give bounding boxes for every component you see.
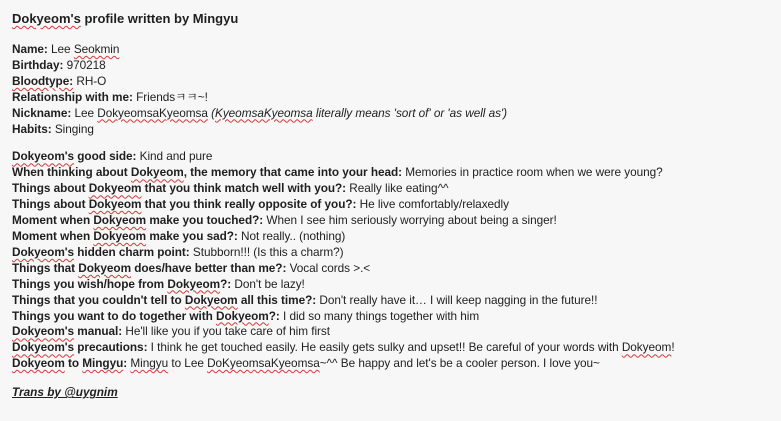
qa-key-post: make you touched?: xyxy=(146,213,264,228)
document-title xyxy=(12,10,771,27)
qa-key-name: Dokyeom xyxy=(78,260,132,275)
qa-key-name: Dokyeom's xyxy=(12,149,75,164)
qa-key-post: precautions: xyxy=(74,340,148,355)
qa-answer: Kind and pure xyxy=(136,149,213,164)
qa-answer-name: Dokyeom xyxy=(621,340,672,355)
qa-key-post: to xyxy=(64,356,83,371)
qa-key-name: Dokyeom's xyxy=(12,244,75,259)
bloodtype-value: RH-O xyxy=(76,73,107,88)
name-value-pre: Lee xyxy=(47,42,74,56)
nickname-note-open: ( xyxy=(207,105,215,120)
nickname-label: Nickname: xyxy=(12,105,72,120)
qa-answer: Not really.. (nothing) xyxy=(237,228,346,243)
nickname-note-term: KyeomsaKyeomsa xyxy=(215,105,313,120)
qa-key-name: Dokyeom xyxy=(93,228,147,243)
qa-row-to-mingyu xyxy=(12,356,771,372)
qa-key-name: Dokyeom xyxy=(130,165,184,180)
nickname-row xyxy=(12,106,771,122)
qa-row-opposite xyxy=(12,197,771,213)
qa-answer: When I see him seriously worrying about being a singer! xyxy=(263,213,557,228)
qa-key-name: Dokyeom xyxy=(93,213,147,228)
qa-row-wish xyxy=(12,277,771,293)
qa-key-pre: Things about xyxy=(12,181,89,196)
qa-answer: Really like eating^^ xyxy=(346,181,449,196)
qa-key-name: Dokyeom xyxy=(88,181,142,196)
qa-answer-name-2: DoKyeomsaKyeomsa xyxy=(207,356,320,371)
qa-answer-name: Mingyu xyxy=(130,356,169,371)
qa-answer: Stubborn!!! (Is this a charm?) xyxy=(189,244,344,259)
relationship-label: Relationship with me: xyxy=(12,89,133,104)
qa-key-name: Dokyeom xyxy=(184,292,238,307)
qa-key-name: Dokyeom xyxy=(12,356,65,371)
qa-key-post: that you think match well with you?: xyxy=(141,181,347,196)
qa-answer: Vocal cords >.< xyxy=(286,260,371,275)
nickname-value-pre: Lee xyxy=(71,105,98,120)
qa-answer: He'll like you if you take care of him first xyxy=(122,324,330,339)
qa-answer: ~^^ Be happy and let's be a cooler person. I love you~ xyxy=(319,356,600,371)
birthday-row xyxy=(12,58,771,74)
qa-answer-mid: to Lee xyxy=(168,356,208,371)
qa-answer: Don't be lazy! xyxy=(231,276,305,291)
name-row xyxy=(12,42,771,58)
birthday-label: Birthday: xyxy=(12,57,64,72)
qa-row-better xyxy=(12,261,771,277)
birthday-value: 970218 xyxy=(63,57,106,72)
qa-key-pre: Things you wish/hope from xyxy=(12,276,168,291)
translator-credit xyxy=(12,384,771,400)
qa-answer: Memories in practice room when we were young? xyxy=(402,165,663,180)
qa-row-touched xyxy=(12,213,771,229)
credit-pre: Trans by @ xyxy=(12,385,76,400)
qa-row-match xyxy=(12,181,771,197)
qa-row-together xyxy=(12,309,771,325)
basic-info-section xyxy=(12,42,771,137)
qa-answer: He live comfortably/relaxedly xyxy=(356,197,509,212)
qa-key-post: manual: xyxy=(74,324,123,339)
relationship-value: Friendsㅋㅋ~! xyxy=(132,89,208,104)
qa-row-couldnt-tell xyxy=(12,293,771,309)
qa-answer: I think he get touched easily. He easily gets sulky and upset!! Be careful of your words with xyxy=(147,340,622,355)
name-value: Seokmin xyxy=(73,42,120,56)
qa-key-name-2: Mingyu xyxy=(82,356,124,371)
qa-key-name: Dokyeom xyxy=(215,308,269,323)
qa-answer: Don't really have it… I will keep nagging in the future!! xyxy=(316,292,598,307)
nickname-value: DokyeomsaKyeomsa xyxy=(97,105,208,120)
qa-key-name: Dokyeom's xyxy=(12,340,75,355)
qa-answer: I did so many things together with him xyxy=(279,308,480,323)
qa-key-post: that you think really opposite of you?: xyxy=(141,197,357,212)
qa-key-pre: Things that xyxy=(12,260,79,275)
credit-handle: uygnim xyxy=(75,385,118,400)
nickname-note-rest: literally means 'sort of' or 'as well as') xyxy=(312,105,508,120)
name-label: Name: xyxy=(12,42,48,56)
bloodtype-label: Bloodtype: xyxy=(12,73,74,88)
qa-key-post: does/have better than me?: xyxy=(131,260,287,275)
qa-key-pre: Moment when xyxy=(12,228,94,243)
qa-key-post: make you sad?: xyxy=(146,228,238,243)
qa-key-post: , the memory that came into your head: xyxy=(183,165,403,180)
qa-row-manual xyxy=(12,324,771,340)
title-name: Dokyeom's xyxy=(12,11,81,26)
habits-value: Singing xyxy=(51,121,94,136)
qa-key-pre: Things about xyxy=(12,197,89,212)
qa-key-pre: Moment when xyxy=(12,213,94,228)
habits-row xyxy=(12,122,771,138)
qa-section xyxy=(12,149,771,372)
habits-label: Habits: xyxy=(12,121,52,136)
qa-row-precautions xyxy=(12,340,771,356)
qa-row-memory xyxy=(12,165,771,181)
qa-row-sad xyxy=(12,229,771,245)
qa-key-pre: When thinking about xyxy=(12,165,131,180)
qa-answer-end: ! xyxy=(671,340,675,355)
qa-key-post: all this time?: xyxy=(237,292,317,307)
qa-key-pre: Things that you couldn't tell to xyxy=(12,292,185,307)
qa-key-post: ?: xyxy=(268,308,280,323)
qa-key-name: Dokyeom xyxy=(88,197,142,212)
relationship-row xyxy=(12,90,771,106)
qa-key-post: hidden charm point: xyxy=(74,244,190,259)
qa-row-good-side xyxy=(12,149,771,165)
title-rest: profile written by Mingyu xyxy=(80,11,239,26)
qa-key-end: : xyxy=(123,356,128,371)
qa-key-post: ?: xyxy=(220,276,232,291)
qa-key-name: Dokyeom's xyxy=(12,324,75,339)
qa-row-charm xyxy=(12,245,771,261)
qa-key-pre: Things you want to do together with xyxy=(12,308,216,323)
qa-key-name: Dokyeom xyxy=(167,276,221,291)
qa-key-post: good side: xyxy=(74,149,137,164)
bloodtype-row xyxy=(12,74,771,90)
